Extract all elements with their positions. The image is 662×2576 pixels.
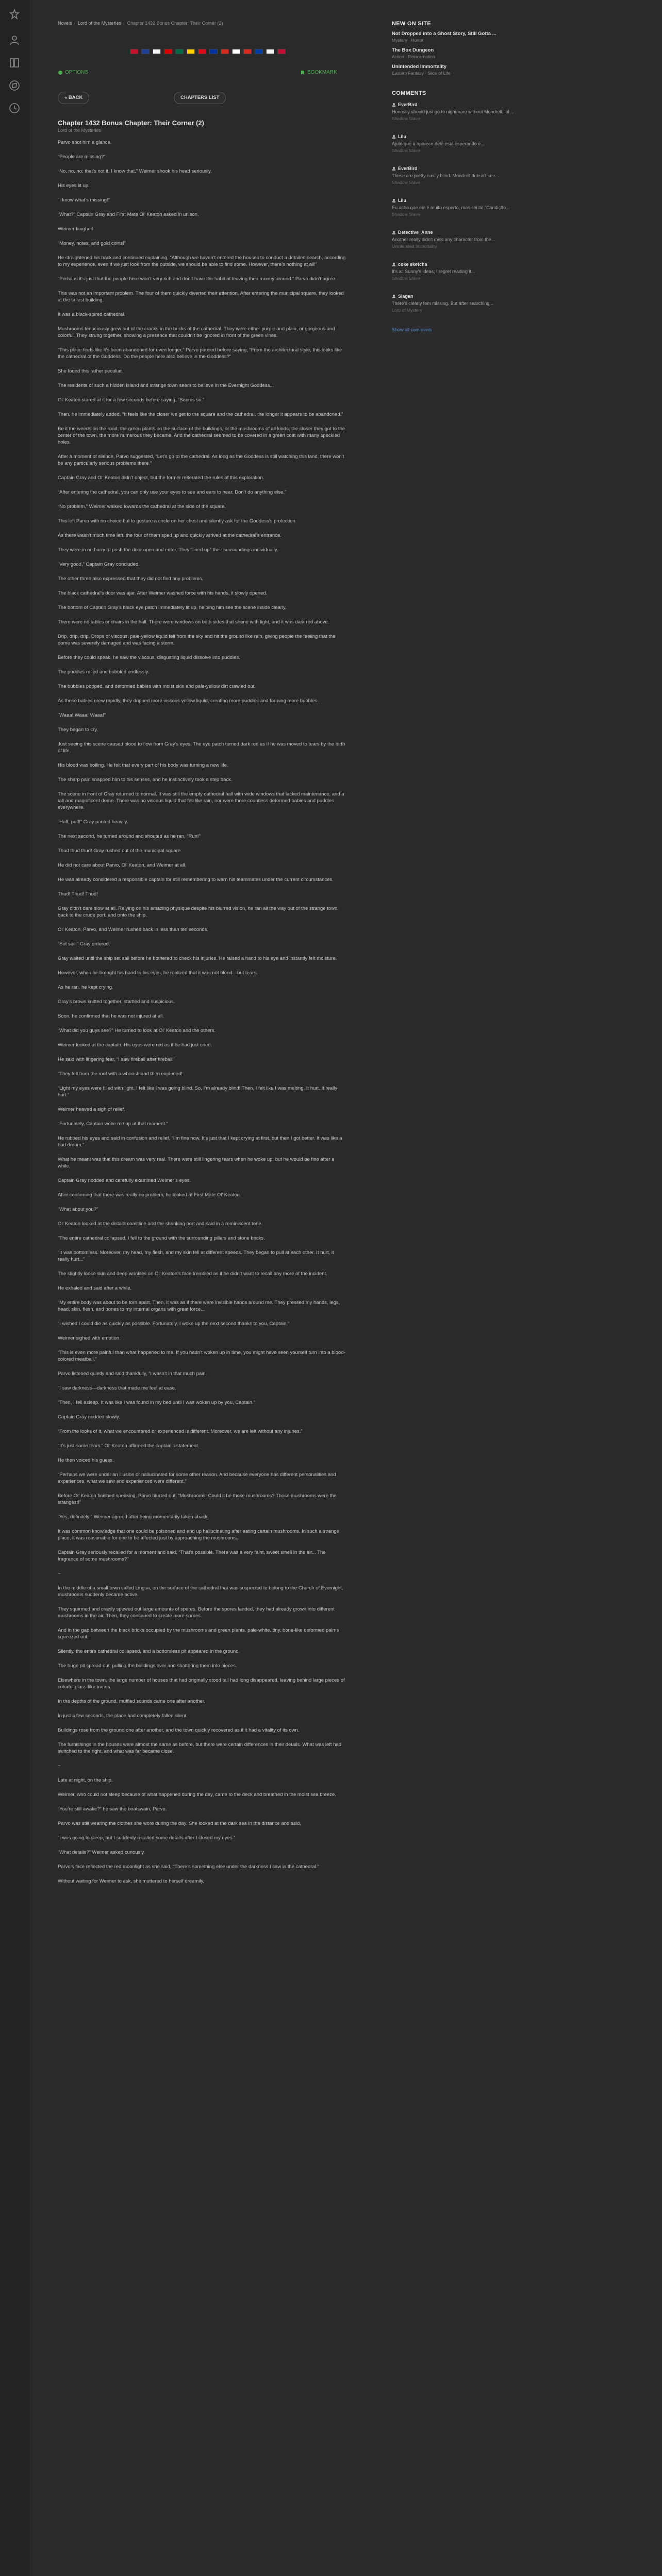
chapter-paragraph: “Perhaps we were under an illusion or hallucinated for some other reason. And because everyone has different personalities and experiences, what we saw and experienced were different.” <box>58 1472 336 1484</box>
chapter-paragraph: In just a few seconds, the place had completely fallen silent. <box>58 1713 188 1719</box>
chapter-paragraph: She found this rather peculiar. <box>58 368 123 374</box>
chapter-paragraph: Elsewhere in the town, the large number of houses that had originally stood tall had long disappeared, leaving behind large pieces of colorful glass-like traces. <box>58 1677 345 1690</box>
breadcrumb-novels[interactable]: Novels <box>58 21 72 26</box>
chapter-paragraph: His blood was boiling. He felt that every part of his body was turning a new life. <box>58 762 228 768</box>
comment-author <box>392 262 547 267</box>
comment-author <box>392 294 547 299</box>
language-flag-icon[interactable] <box>164 49 172 54</box>
user-icon[interactable] <box>8 34 21 46</box>
chapter-paragraph: “Fortunately, Captain woke me up at that moment.” <box>58 1121 168 1127</box>
chapter-paragraph: “This place feels like it’s been abandoned for even longer,” Parvo paused before saying, “From the architectural style, this looks like the cathedral of the Goddess. Do the people here also believe in the Goddess?” <box>58 347 342 360</box>
comment-author-name: coke sketcha <box>398 262 427 267</box>
new-on-site-title: Unintended Immortality <box>392 64 447 70</box>
chapter-paragraph: “No problem.” Weimer walked towards the cathedral at the side of the square. <box>58 504 226 510</box>
chapter-paragraph: He did not care about Parvo, Ol’ Keaton, and Weimer at all. <box>58 862 187 868</box>
chapter-paragraph: Weimer heaved a sigh of relief. <box>58 1107 125 1112</box>
comment-author-name: Lilu <box>398 198 406 203</box>
comment-author <box>392 134 547 139</box>
language-flag-icon[interactable] <box>266 49 274 54</box>
chapter-paragraph: However, when he brought his hand to his eyes, he realized that it was not blood—but tears. <box>58 970 258 976</box>
chapter-paragraph: Thud! Thud! Thud! <box>58 891 98 897</box>
logo-icon[interactable] <box>8 8 21 21</box>
icon-rail <box>0 0 30 2576</box>
language-flag-icon[interactable] <box>209 49 218 54</box>
language-flags <box>130 49 286 54</box>
chapter-paragraph: Weimer looked at the captain. His eyes were red as if he had just cried. <box>58 1042 212 1048</box>
comment-source[interactable]: Shadow Slave <box>392 116 420 121</box>
language-flag-icon[interactable] <box>198 49 206 54</box>
chapter-paragraph: “Huff, puff!” Gray panted heavily. <box>58 819 128 825</box>
chapter-paragraph: They were in no hurry to push the door open and enter. They “lined up” their surroundings individually. <box>58 547 278 553</box>
language-flag-icon[interactable] <box>141 49 150 54</box>
chapter-paragraph: Captain Gray nodded and carefully examined Weimer’s eyes. <box>58 1178 191 1183</box>
chapter-paragraph: The next second, he turned around and shouted as he ran, “Run!” <box>58 834 201 839</box>
language-flag-icon[interactable] <box>187 49 195 54</box>
comment-item[interactable] <box>392 262 547 281</box>
chapter-paragraph: The huge pit spread out, pulling the buildings over and shattering them into pieces. <box>58 1663 237 1669</box>
chapter-paragraph: “Waaa! Waaa! Waaa!” <box>58 713 106 718</box>
comment-source[interactable]: Shadow Slave <box>392 148 420 153</box>
chapter-paragraph: “Set sail!” Gray ordered. <box>58 941 110 947</box>
chapter-paragraph: Be it the weeds on the road, the green plants on the surface of the buildings, or the mushrooms of all kinds, the closer they got to the center of the town, the more numerous they became. And the cathedral seemed to be covered in a green coat with many speckled holes. <box>58 426 345 445</box>
new-on-site-item[interactable] <box>392 64 547 76</box>
options-label: OPTIONS <box>65 70 89 75</box>
comment-author-name: Lilu <box>398 134 406 139</box>
chapter-body <box>58 139 346 1892</box>
chapter-toolbar <box>58 70 346 78</box>
chapter-paragraph: Gray didn’t dare slow at all. Relying on his amazing physique despite his blurred vision, he ran all the way out of the strange town, back to the crude port, and onto the ship. <box>58 906 339 918</box>
chapter-paragraph: “What details?” Weimer asked curiously. <box>58 1850 145 1855</box>
breadcrumb-novel[interactable]: Lord of the Mysteries <box>78 21 122 26</box>
chapter-paragraph: ~ <box>58 1571 61 1577</box>
comment-item[interactable] <box>392 102 547 121</box>
chapter-paragraph: Before they could speak, he saw the viscous, disgusting liquid dissolve into puddles. <box>58 655 240 660</box>
chapter-paragraph: Captain Gray nodded slowly. <box>58 1414 120 1420</box>
comment-item[interactable] <box>392 294 547 313</box>
comment-source[interactable]: Lord of Mystery <box>392 308 422 313</box>
chapter-paragraph: The furnishings in the houses were almost the same as before, but there were certain differences in their details. What was left had switched to the right, and what was far became close. <box>58 1742 342 1754</box>
chapter-paragraph: In the depths of the ground, muffled sounds came one after another. <box>58 1699 206 1704</box>
chapter-paragraph: “After entering the cathedral, you can only use your eyes to see and ears to hear. Don’t do anything else.” <box>58 489 287 495</box>
chapter-paragraph: He straightened his back and continued explaining, “Although we haven’t entered the houses to conduct a detailed search, according to my experience, even if we just look from the outside, we should be able to find some. However, there’s nothing at all!” <box>58 255 346 267</box>
chapter-paragraph: “Light my eyes were filled with light. I felt like I was going blind. So, I’m already blind! Then, I felt like I was melting. It hurt. It really hurt.” <box>58 1086 338 1098</box>
chapter-paragraph: He said with lingering fear, “I saw fireball after fireball!” <box>58 1057 176 1062</box>
chapter-paragraph: He rubbed his eyes and said in confusion and relief, “I’m fine now. It’s just that I kept crying at first, but then I got better. It was like a bad dream.” <box>58 1136 342 1148</box>
new-on-site-item[interactable] <box>392 47 547 59</box>
chapter-paragraph: Ol’ Keaton stared at it for a few seconds before saying, “Seems so.” <box>58 397 205 403</box>
chapter-paragraph: Gray waited until the ship set sail before he bothered to check his injuries. He raised a hand to his eye and instantly felt moisture. <box>58 956 337 961</box>
chapter-paragraph: As these babies grew rapidly, they dripped more viscous yellow liquid, creating more puddles and forming more bubbles. <box>58 698 319 704</box>
back-button[interactable]: « BACK <box>58 92 89 104</box>
chapter-paragraph: This left Parvo with no choice but to gesture a circle on her chest and silently ask for the Goddess’s protection. <box>58 518 297 524</box>
chapter-paragraph: The scene in front of Gray returned to normal. It was still the empty cathedral hall with wide windows that lacked maintenance, and a tall and magnificent dome. There was no viscous liquid that fell like rain, nor were there countless deformed babies and puddles everywhere. <box>58 791 344 810</box>
comments-heading: COMMENTS <box>392 90 426 96</box>
browse-icon[interactable] <box>8 79 21 92</box>
new-on-site-genres: Action · Reincarnation <box>392 54 435 59</box>
language-flag-icon[interactable] <box>153 49 161 54</box>
comment-author-name: Slagen <box>398 294 413 299</box>
chapter-paragraph: Without waiting for Weimer to ask, she muttered to herself dreamily, <box>58 1878 205 1884</box>
chapter-paragraph: They began to cry. <box>58 727 98 733</box>
user-icon <box>392 134 396 139</box>
chapter-paragraph: Parvo’s face reflected the red moonlight as she said, “There’s something else under the darkness I saw in the cathedral.” <box>58 1864 319 1870</box>
chapter-paragraph: Parvo shot him a glance. <box>58 140 112 145</box>
comment-author-name: EverBird <box>398 166 418 171</box>
comment-source[interactable]: Shadow Slave <box>392 180 420 185</box>
chapter-paragraph: “It’s just some tears.” Ol’ Keaton affirmed the captain’s statement. <box>58 1443 200 1449</box>
chapter-paragraph: “It was bottomless. Moreover, my head, my flesh, and my skin fell at different speeds. They began to pull at each other. It hurt, it really hurt...” <box>58 1250 334 1262</box>
chapter-paragraph: “Then, I fell asleep. It was like I was found in my bed until I was woken up by you, Captain.” <box>58 1400 255 1405</box>
chapter-paragraph: Silently, the entire cathedral collapsed, and a bottomless pit appeared in the ground. <box>58 1649 240 1654</box>
chapter-paragraph: The puddles rolled and bubbled endlessly. <box>58 669 150 675</box>
chapter-paragraph: Just seeing this scene caused blood to flow from Gray’s eyes. The eye patch turned dark red as if he was moved to tears by the birth of life. <box>58 741 345 754</box>
bookmark-icon <box>300 70 305 75</box>
comment-source[interactable]: Unintended Immortality <box>392 244 437 249</box>
chapter-paragraph: Gray’s brows knitted together, startled and suspicious. <box>58 999 175 1005</box>
library-icon[interactable] <box>8 57 21 69</box>
chapter-paragraph: “What about you?” <box>58 1207 98 1212</box>
comment-item[interactable] <box>392 134 547 153</box>
chapter-paragraph: “Very good,” Captain Gray concluded. <box>58 562 140 567</box>
user-icon <box>392 230 396 234</box>
comment-author <box>392 198 547 203</box>
chapter-paragraph: ~ <box>58 1763 61 1769</box>
chapter-paragraph: “This is even more painful than what happened to me. If you hadn’t woken up in time, you might have seen yourself turn into a blood-colored meatball.” <box>58 1350 345 1362</box>
chapter-paragraph: Captain Gray and Ol’ Keaton didn’t object, but the former reiterated the rules of this exploration. <box>58 475 264 481</box>
chapter-paragraph: Parvo listened quietly and said thankfully, “I wasn’t in that much pain. <box>58 1371 207 1377</box>
chapter-paragraph: “I wished I could die as quickly as possible. Fortunately, I woke up the next second thanks to you, Captain.” <box>58 1321 290 1327</box>
comment-item[interactable] <box>392 166 547 185</box>
language-flag-icon[interactable] <box>232 49 240 54</box>
chapter-paragraph: “Perhaps it’s just that the people here won’t very rich and don’t have the habit of leaving their money around.” Parvo didn’t agree. <box>58 276 337 282</box>
chapter-paragraph: It was a black-spired cathedral. <box>58 312 125 317</box>
chapters-list-button[interactable]: CHAPTERS LIST <box>174 92 226 104</box>
chapter-paragraph: Weimer laughed. <box>58 226 95 232</box>
chapter-paragraph: Parvo was still wearing the clothes she wore during the day. She looked at the dark sea in the distance and said, <box>58 1821 301 1826</box>
chapter-paragraph: It was common knowledge that one could be poisoned and end up hallucinating after eating certain mushrooms. In such a strange place, it was reasonable for one to be affected just by approaching the mushrooms. <box>58 1529 340 1541</box>
chapter-paragraph: “People are missing?” <box>58 154 106 160</box>
chapter-paragraph: Drip, drip, drip. Drops of viscous, pale-yellow liquid fell from the sky and hit the ground like rain, giving people the feeling that the dome was severely damaged and was facing a storm. <box>58 634 336 646</box>
comment-item[interactable] <box>392 198 547 217</box>
comment-source[interactable]: Shadow Slave <box>392 276 420 281</box>
chapter-paragraph: “I was going to sleep, but I suddenly recalled some details after I closed my eyes.” <box>58 1835 236 1841</box>
chapter-title: Chapter 1432 Bonus Chapter: Their Corner (2) <box>58 119 204 127</box>
chapter-paragraph: “The entire cathedral collapsed. I fell to the ground with the surrounding pillars and stone bricks. <box>58 1235 265 1241</box>
language-flag-icon[interactable] <box>175 49 184 54</box>
chapter-paragraph: In the middle of a small town called Lingsa, on the surface of the cathedral that was suspected to belong to the Church of Evernight, mushrooms suddenly became active. <box>58 1585 343 1598</box>
chapter-paragraph: “They fell from the roof with a whoosh and then exploded! <box>58 1071 183 1077</box>
bookmark-label: BOOKMARK <box>307 70 337 75</box>
language-flag-icon[interactable] <box>243 49 252 54</box>
history-icon[interactable] <box>8 102 21 114</box>
chapter-paragraph: As there wasn’t much time left, the four of them sped up and quickly arrived at the cathedral’s entrance. <box>58 533 282 538</box>
chapter-paragraph: There were no tables or chairs in the hall. There were windows on both sides that shone with light, and it was dark red above. <box>58 619 329 625</box>
chapter-paragraph: He then voiced his guess. <box>58 1458 114 1463</box>
chapter-paragraph: Weimer sighed with emotion. <box>58 1335 121 1341</box>
chapter-paragraph: Ol’ Keaton, Parvo, and Weimer rushed back in less than ten seconds. <box>58 927 209 933</box>
new-on-site-title: Not Dropped into a Ghost Story, Still Gotta ... <box>392 31 496 37</box>
chapter-paragraph: Mushrooms tenaciously grew out of the cracks in the bricks of the cathedral. They were either purple and plain, or gorgeous and colorful. They strung together, showing a presence that couldn’t be ignored in front of the green vines. <box>58 326 335 338</box>
chapter-paragraph: Late at night, on the ship. <box>58 1777 113 1783</box>
new-on-site-title: The Box Dungeon <box>392 47 434 53</box>
chapter-paragraph: Soon, he confirmed that he was not injured at all. <box>58 1013 164 1019</box>
comment-author <box>392 102 547 107</box>
new-on-site-genres: Mystery · Horror <box>392 38 424 43</box>
user-icon <box>392 198 396 202</box>
chapter-paragraph: This was not an important problem. The four of them quickly diverted their attention. After entering the municipal square, they looked at the tallest building. <box>58 291 344 303</box>
chapter-paragraph: The bottom of Captain Gray’s black eye patch immediately lit up, helping him see the scene inside clearly. <box>58 605 287 611</box>
chapter-paragraph: He exhaled and said after a while, <box>58 1285 132 1291</box>
chapter-paragraph: The sharp pain snapped him to his senses, and he instinctively took a step back. <box>58 777 233 783</box>
new-on-site-item[interactable] <box>392 31 547 43</box>
chapter-paragraph: As he ran, he kept crying. <box>58 985 113 990</box>
chapter-paragraph: Captain Gray seriously recalled for a moment and said, “That’s possible. There was a very faint, sweet smell in the air... The fragrance of some mushrooms?” <box>58 1550 326 1562</box>
show-all-comments-link[interactable]: Show all comments <box>392 327 433 332</box>
comment-text: Ajuto que a aparece dele está esperando o... <box>392 141 485 146</box>
chapter-paragraph: “No, no, no; that’s not it. I know that,” Weimer shook his head seriously. <box>58 168 212 174</box>
options-button[interactable] <box>58 70 88 75</box>
bookmark-button[interactable] <box>300 70 337 75</box>
language-flag-icon[interactable] <box>255 49 263 54</box>
new-on-site-heading: NEW ON SITE <box>392 21 432 27</box>
chapter-paragraph: The black cathedral’s door was ajar. After Weimer washed force with his hands, it slowly opened. <box>58 590 268 596</box>
chapter-paragraph: “Yes, definitely!” Weimer agreed after being momentarily taken aback. <box>58 1514 209 1520</box>
chapter-paragraph: Then, he immediately added, “It feels like the closer we get to the square and the cathedral, the longer it appears to be abandoned.” <box>58 412 343 417</box>
gear-icon <box>58 70 63 75</box>
new-on-site-genres: Eastern Fantasy · Slice of Life <box>392 71 451 76</box>
comment-item[interactable] <box>392 230 547 249</box>
chapter-paragraph: The bubbles popped, and deformed babies with moist skin and pale-yellow dirt crawled out. <box>58 684 256 689</box>
chapter-paragraph: “I know what’s missing!” <box>58 197 110 203</box>
chapter-paragraph: He was already considered a responsible captain for still remembering to warn his teammates under the current circumstances. <box>58 877 334 883</box>
language-flag-icon[interactable] <box>277 49 286 54</box>
comment-author-name: Detective_Anne <box>398 230 433 235</box>
comment-text: There's clearly fem missing. But after searching... <box>392 301 493 306</box>
comment-text: Eu acho que ele é muito esperto, mas sei lá! “Condição... <box>392 205 510 210</box>
chapter-paragraph: “What?” Captain Gray and First Mate Ol’ Keaton asked in unison. <box>58 212 199 217</box>
comment-text: Honestly should just go to nightmare without Mondrell, lol ... <box>392 109 515 114</box>
comment-text: Another really didn't miss any character from the... <box>392 237 495 242</box>
chapter-paragraph: “My entire body was about to be torn apart. Then, it was as if there were invisible hands around me. They pressed my hands, legs, head, skin, flesh, and bones to my internal organs with great force... <box>58 1300 340 1312</box>
chapter-paragraph: After confirming that there was really no problem, he looked at First Mate Ol’ Keaton. <box>58 1192 241 1198</box>
chapter-paragraph: The slightly loose skin and deep wrinkles on Ol’ Keaton’s face trembled as if he didn’t want to recall any more of the incident. <box>58 1271 327 1277</box>
comment-author <box>392 230 547 235</box>
comment-author <box>392 166 547 171</box>
chapter-paragraph: “I saw darkness—darkness that made me feel at ease. <box>58 1385 176 1391</box>
chapter-paragraph: Weimer, who could not sleep because of what happened during the day, came to the deck and breathed in the moist sea breeze. <box>58 1792 336 1798</box>
comment-source[interactable]: Shadow Slave <box>392 212 420 217</box>
chapter-paragraph: Ol’ Keaton looked at the distant coastline and the shrinking port and said in a reminiscent tone. <box>58 1221 263 1227</box>
chapter-paragraph: “Money, notes, and gold coins!” <box>58 241 126 246</box>
language-flag-icon[interactable] <box>221 49 229 54</box>
comment-author-name: EverBird <box>398 102 418 107</box>
chapter-paragraph: “You’re still awake?” he saw the boatswain, Parvo. <box>58 1806 167 1812</box>
chapter-nav <box>58 92 346 104</box>
comment-text: These are pretty easily blind. Mondrell doesn't see... <box>392 173 499 178</box>
comment-text: It's all Sunny's ideas; I regret reading it... <box>392 269 475 274</box>
chapter-paragraph: The residents of such a hidden island and strange town seem to believe in the Evernight Goddess... <box>58 383 274 388</box>
chapter-paragraph: Buildings rose from the ground one after another, and the town quickly recovered as if it had a vitality of its own. <box>58 1727 300 1733</box>
chapter-paragraph: “What did you guys see?” He turned to look at Ol’ Keaton and the others. <box>58 1028 216 1033</box>
breadcrumb: Novels › Lord of the Mysteries › Chapter 1432 Bonus Chapter: Their Corner (2) <box>58 21 223 26</box>
chapter-paragraph: His eyes lit up. <box>58 183 90 189</box>
user-icon <box>392 262 396 266</box>
chapter-paragraph: And in the gap between the black bricks occupied by the mushrooms and green plants, pale-white, tiny, bone-like deformed palms squeezed out. <box>58 1628 339 1640</box>
chapter-paragraph: The other three also expressed that they did not find any problems. <box>58 576 203 582</box>
chapter-paragraph: “From the looks of it, what we encountered or experienced is different. Moreover, we are left without any injuries.” <box>58 1429 303 1434</box>
chapter-paragraph: After a moment of silence, Parvo suggested, “Let’s go to the cathedral. As long as the Goddess is still watching this land, there won’t be any particularly serious problems there.” <box>58 454 344 466</box>
user-icon <box>392 103 396 107</box>
language-flag-icon[interactable] <box>130 49 138 54</box>
user-icon <box>392 294 396 298</box>
breadcrumb-chapter: Chapter 1432 Bonus Chapter: Their Corner (2) <box>127 21 223 26</box>
chapter-paragraph: Thud thud thud! Gray rushed out of the municipal square. <box>58 848 182 854</box>
chapter-paragraph: What he meant was that this dream was very real. There were still lingering tears when he woke up, but he would be fine after a while. <box>58 1157 335 1169</box>
chapter-paragraph: Before Ol’ Keaton finished speaking, Parvo blurted out, “Mushrooms! Could it be those mushrooms? Those mushrooms were the strangest!” <box>58 1493 337 1505</box>
user-icon <box>392 166 396 171</box>
chapter-novel-name: Lord of the Mysteries <box>58 128 102 133</box>
chapter-paragraph: They squirmed and crazily spewed out large amounts of spores. Before the spores landed, they had already grown into different mushrooms in the air. Then, they continued to create more spores. <box>58 1606 335 1619</box>
